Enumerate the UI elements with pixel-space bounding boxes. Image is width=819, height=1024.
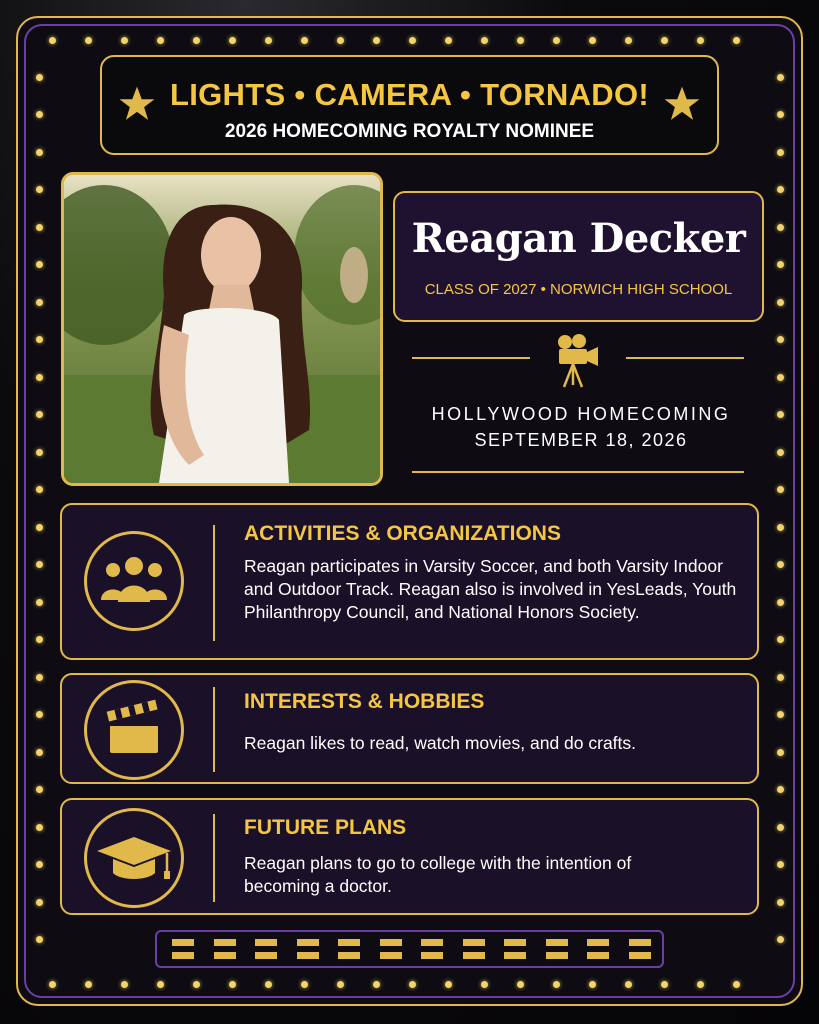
marquee-bulb (229, 37, 236, 44)
ticket-dash (297, 952, 319, 959)
activities-heading: ACTIVITIES & ORGANIZATIONS (244, 522, 561, 545)
marquee-bulb (517, 37, 524, 44)
marquee-bulb (777, 711, 784, 718)
marquee-bulb (553, 981, 560, 988)
marquee-bulb (36, 674, 43, 681)
portrait-illustration (64, 175, 380, 483)
marquee-bulb (777, 561, 784, 568)
marquee-bulb (49, 981, 56, 988)
marquee-bulb (777, 336, 784, 343)
event-date: SEPTEMBER 18, 2026 (474, 430, 688, 450)
marquee-bulb (36, 224, 43, 231)
ticket-dash (297, 939, 319, 946)
marquee-bulb (337, 37, 344, 44)
ticket-dash (629, 939, 651, 946)
ticket-dash (629, 952, 651, 959)
marquee-bulb (36, 561, 43, 568)
ticket-dash (214, 952, 236, 959)
ticket-dash (421, 939, 443, 946)
event-title: LIGHTS • CAMERA • TORNADO! (170, 77, 649, 112)
marquee-bulb (553, 37, 560, 44)
marquee-bulb (481, 37, 488, 44)
marquee-bulb (157, 981, 164, 988)
marquee-bulb (409, 37, 416, 44)
marquee-bulb (301, 981, 308, 988)
group-icon (87, 534, 181, 628)
marquee-bulb (229, 981, 236, 988)
marquee-bulb (36, 824, 43, 831)
marquee-bulb (36, 711, 43, 718)
marquee-bulb (36, 749, 43, 756)
marquee-bulb (661, 981, 668, 988)
marquee-bulb (36, 74, 43, 81)
marquee-bulb (85, 37, 92, 44)
divider-line (626, 357, 744, 359)
event-name: HOLLYWOOD HOMECOMING (431, 404, 731, 424)
ticket-dash (587, 939, 609, 946)
ticket-dash (214, 939, 236, 946)
marquee-bulb (337, 981, 344, 988)
marquee-bulb (777, 411, 784, 418)
ticket-dash (504, 939, 526, 946)
marquee-bulb (589, 37, 596, 44)
clapperboard-icon (87, 683, 181, 777)
marquee-bulb (36, 899, 43, 906)
ticket-dash (546, 939, 568, 946)
group-icon-badge (84, 531, 184, 631)
marquee-bulb (85, 981, 92, 988)
marquee-bulb (777, 524, 784, 531)
ticket-dash (463, 939, 485, 946)
card-divider (213, 687, 215, 772)
title-banner (100, 55, 719, 155)
future-plans-text: Reagan plans to go to college with the intention of becoming a doctor. (244, 853, 632, 896)
marquee-bulb (121, 37, 128, 44)
marquee-bulb (373, 981, 380, 988)
marquee-bulb (409, 981, 416, 988)
marquee-bulb (777, 599, 784, 606)
marquee-bulb (265, 37, 272, 44)
ticket-dash (338, 939, 360, 946)
class-school-line: CLASS OF 2027 • NORWICH HIGH SCHOOL (424, 281, 733, 298)
marquee-bulb (157, 37, 164, 44)
ticket-dash (380, 939, 402, 946)
divider-line (412, 471, 744, 473)
marquee-bulb (777, 636, 784, 643)
marquee-bulb (121, 981, 128, 988)
divider-line (412, 357, 530, 359)
movie-camera-icon (555, 333, 601, 389)
marquee-bulb (777, 861, 784, 868)
ticket-dash (338, 952, 360, 959)
ticket-dash (421, 952, 443, 959)
clapperboard-icon-badge (84, 680, 184, 780)
marquee-bulb (36, 449, 43, 456)
marquee-bulb (733, 981, 740, 988)
marquee-bulb (697, 981, 704, 988)
nominee-photo (61, 172, 383, 486)
nominee-name-card (393, 191, 764, 322)
marquee-bulb (36, 149, 43, 156)
marquee-bulb (777, 374, 784, 381)
marquee-bulb (36, 486, 43, 493)
marquee-bulb (697, 37, 704, 44)
marquee-bulb (589, 981, 596, 988)
ticket-dash (546, 952, 568, 959)
nominee-name: Reagan Decker (411, 215, 746, 262)
marquee-bulb (445, 981, 452, 988)
interests-card (60, 673, 759, 784)
marquee-bulb (777, 186, 784, 193)
marquee-bulb (777, 224, 784, 231)
nominee-subtitle: 2026 HOMECOMING ROYALTY NOMINEE (224, 121, 595, 142)
marquee-bulb (445, 37, 452, 44)
marquee-bulb (777, 449, 784, 456)
activities-card (60, 503, 759, 660)
marquee-bulb (481, 981, 488, 988)
ticket-dash (172, 952, 194, 959)
marquee-bulb (36, 599, 43, 606)
marquee-bulb (193, 37, 200, 44)
marquee-bulb (777, 674, 784, 681)
marquee-bulb (36, 524, 43, 531)
card-divider (213, 814, 215, 902)
marquee-bulb (777, 261, 784, 268)
ticket-dash (255, 952, 277, 959)
ticket-dash (587, 952, 609, 959)
marquee-bulb (777, 749, 784, 756)
activities-text: Reagan participates in Varsity Soccer, and both Varsity Indoor and Outdoor Track. Reagan also is involved in YesLeads, Youth Philanthropy Council, and National Honors Society. (244, 556, 737, 622)
marquee-bulb (265, 981, 272, 988)
marquee-bulb (36, 336, 43, 343)
marquee-bulb (777, 486, 784, 493)
ticket-dash (172, 939, 194, 946)
marquee-bulb (36, 374, 43, 381)
graduation-cap-icon-badge (84, 808, 184, 908)
marquee-bulb (36, 411, 43, 418)
marquee-bulb (661, 37, 668, 44)
marquee-bulb (777, 786, 784, 793)
marquee-bulb (193, 981, 200, 988)
marquee-bulb (777, 824, 784, 831)
marquee-bulb (36, 786, 43, 793)
interests-text: Reagan likes to read, watch movies, and do crafts. (244, 733, 637, 753)
marquee-bulb (36, 936, 43, 943)
marquee-bulb (36, 861, 43, 868)
star-icon (663, 85, 701, 123)
interests-heading: INTERESTS & HOBBIES (244, 690, 485, 713)
ticket-dash (255, 939, 277, 946)
marquee-bulb (733, 37, 740, 44)
marquee-bulb (517, 981, 524, 988)
ticket-strip (155, 930, 664, 968)
marquee-bulb (36, 299, 43, 306)
marquee-bulb (777, 111, 784, 118)
ticket-dash (463, 952, 485, 959)
marquee-bulb (777, 899, 784, 906)
marquee-bulb (373, 37, 380, 44)
marquee-bulb (36, 261, 43, 268)
marquee-bulb (625, 981, 632, 988)
marquee-bulb (625, 37, 632, 44)
marquee-bulb (777, 299, 784, 306)
marquee-bulb (49, 37, 56, 44)
marquee-bulb (777, 936, 784, 943)
future-plans-card (60, 798, 759, 915)
marquee-bulb (777, 149, 784, 156)
graduation-cap-icon (87, 811, 181, 905)
marquee-bulb (36, 186, 43, 193)
marquee-bulb (36, 636, 43, 643)
future-plans-heading: FUTURE PLANS (244, 816, 407, 839)
ticket-dash (380, 952, 402, 959)
marquee-bulb (777, 74, 784, 81)
ticket-dash (504, 952, 526, 959)
marquee-bulb (36, 111, 43, 118)
marquee-bulb (301, 37, 308, 44)
card-divider (213, 525, 215, 641)
